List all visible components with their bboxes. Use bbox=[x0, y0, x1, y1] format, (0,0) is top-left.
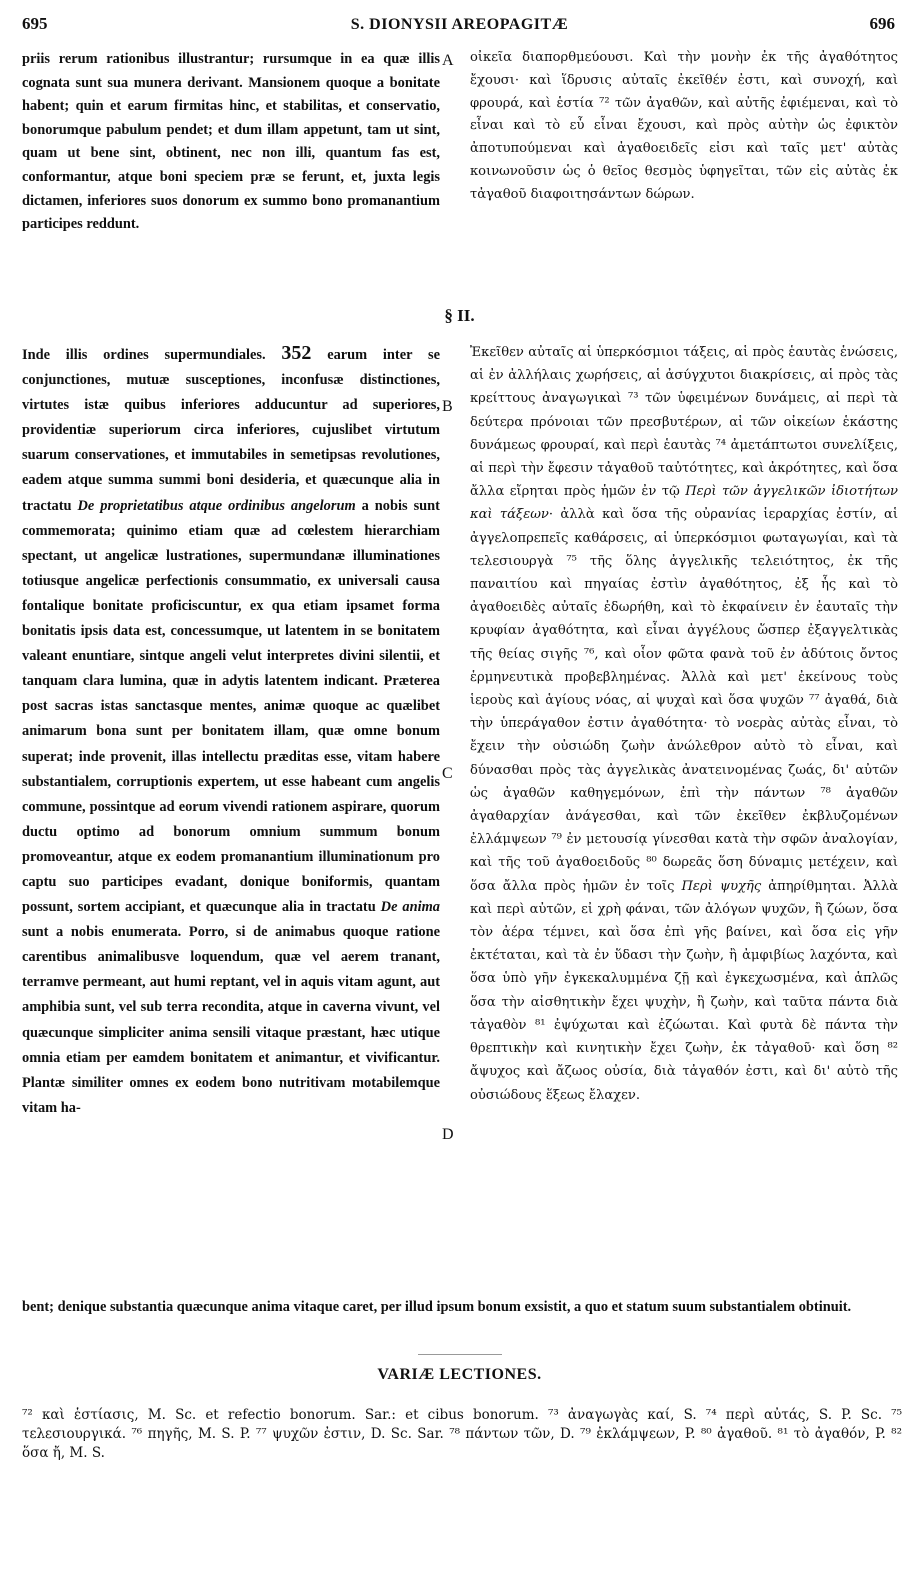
latin-text-1: earum inter se conjunctiones, mutuæ susceptiones, inconfusæ distinctiones, virtutes istæ quibus inferiores adducuntur ad superiores, providentiæ superiorum circa inferiores, cujuslibet virtutum suarum conservationes, et immutabiles in semetipsas revolutiones, eadem atque summa summi boni desideria, et quæcunque alia in tractatu bbox=[22, 347, 440, 514]
latin-paragraph-main bbox=[22, 341, 440, 1121]
latin-column-main bbox=[22, 341, 440, 1121]
divider-rule bbox=[418, 1354, 502, 1355]
greek-text-2: · ἀλλὰ καὶ ὅσα τῆς οὐρανίας ἱεραρχίας ἐστίν, αἱ ἀγγελοπρεπεῖς καθάρσεις, αἱ ὑπερκόσμιοι φωταγωγίαι, καὶ τὰ τελεσιουργὰ ⁷⁵ τῆς ὅλης ἀγγελικῆς τελειότητος, ἐκ τῆς παναιτίου καὶ πηγαίας ἐστὶν ἀγαθότητος, ἐξ ἧς καὶ τὸ ἀγαθοειδὲς αὐταῖς ἐδωρήθη, καὶ τὸ ἐκφαίνειν ἐν ἑαυταῖς τὴν κρυφίαν ἀγαθότητα, καὶ εἶναι ἀγγέλους ὥσπερ ἐξαγγελτικὰς τῆς θείας σιγῆς ⁷⁶, καὶ οἷον φῶτα φανὰ τοῦ ἐν ἀδύτοις ὄντος ἑρμηνευτικὰ προβεβλημένας. Ἀλλὰ καὶ μετ' ἐκείνους τοὺς ἱεροὺς καὶ ἁγίους νόας, αἱ ψυχαὶ καὶ ὅσα ψυχῶν ⁷⁷ ἀγαθά, διὰ τὴν ὑπεράγαθον ἐστιν ἀγαθότητα· τὸ νοερὰς αὐτὰς εἶναι, τὸ ἔχειν τὴν οὐσιώδη ζωὴν ἀνώλεθρον αὐτὸ τὸ εἶναι, καὶ δύνασθαι πρὸς τὰς ἀγγελικὰς ἀνατεινομένας ζωάς, δι' αὐτῶν ὡς ἀγαθῶν καθηγεμόνων, ἐπὶ τὴν πάντων ⁷⁸ ἀγαθῶν ἀγαθαρχίαν ἀνάγεσθαι, καὶ τῶν ἐκεῖθεν ἐκβλυζομένων ἐλλάμψεων ⁷⁹ ἐν μετουσίᾳ γίνεσθαι κατὰ τὴν σφῶν ἀναλογίαν, καὶ τῆς τοῦ ἀγαθοειδοῦς ⁸⁰ δωρεᾶς ὅση δύναμις μετέχειν, καὶ ὅσα ἄλλα πρὸς ἡμῶν ἐν τοῖς bbox=[470, 507, 898, 894]
greek-text-1: Ἐκεῖθεν αὐταῖς αἱ ὑπερκόσμιοι τάξεις, αἱ πρὸς ἑαυτὰς ἑνώσεις, αἱ ἐν ἀλλήλαις χωρήσεις, αἱ ἀσύγχυτοι διακρίσεις, αἱ πρὸς τὰς κρείττους ἀναγωγικαὶ ⁷³ τῶν ὑφειμένων δυνάμεις, αἱ περὶ τὰ δεύτερα πρόνοιαι τῶν πρεσβυτέρων, αἱ τῶν οἰκείων ἑκάστης δυνάμεως φρουραί, καὶ περὶ ἑαυτὰς ⁷⁴ ἀμετάπτωτοι συνελίξεις, αἱ περὶ τὴν ἔφεσιν τἀγαθοῦ ταὐτότητες, καὶ ἀκρότητες, καὶ ὅσα ἄλλα εἴρηται πρὸς ἡμῶν ἐν τῷ bbox=[470, 345, 898, 500]
page-header bbox=[14, 8, 905, 38]
latin-tail-text: bent; denique substantia quæcunque anima vitaque caret, per illud ipsum bonum exsistit, a quo et statum suum substantialem obtinuit. bbox=[22, 1299, 852, 1315]
latin-lead: Inde illis ordines supermundiales. bbox=[22, 347, 266, 363]
greek-paragraph-top: οἰκεῖα διαπορθμεύουσι. Καὶ τὴν μονὴν ἐκ τῆς ἀγαθότητος ἔχουσι· καὶ ἵδρυσις αὐταῖς ἐκεῖθέν ἐστι, καὶ συνοχή, καὶ φρουρά, καὶ ἑστία ⁷² τῶν ἀγαθῶν, καὶ αὐτῆς ἐφιέμεναι, καὶ τὸ εἶναι καὶ τὸ εὖ εἶναι ἔχουσι, καὶ πρὸς αὐτὴν ὡς ἐφικτὸν ἀποτυπούμεναι καὶ ἀγαθοειδεῖς εἰσι καὶ ταῖς μετ' αὐτὰς κοινωνοῦσιν ὡς ὁ θεῖος θεσμὸς ὑφηγεῖται, τῶν εἰς αὐτὰς ἐκ τἀγαθοῦ διαφοιτησάντων δώρων. bbox=[470, 50, 898, 202]
greek-paragraph-main bbox=[470, 341, 898, 1107]
latin-column-top bbox=[22, 48, 440, 237]
latin-work-reference-1: De proprietatibus atque ordinibus angelorum bbox=[77, 497, 356, 514]
greek-work-reference-1: Περὶ τῶν ἀγγελικῶν ἰδιοτήτων καὶ τάξεων bbox=[470, 484, 898, 523]
margin-marker-a: A bbox=[442, 52, 454, 69]
running-title: S. DIONYSII AREOPAGITÆ bbox=[350, 16, 569, 33]
margin-marker-d: D bbox=[442, 1126, 454, 1143]
right-page-number: 696 bbox=[869, 14, 895, 33]
latin-text-3: sunt a nobis enumerata. Porro, si de animabus quoque ratione carentibus animalibusve loquendum, quæ vel aerem tranant, terramve permeant, aut humi reptant, vel in aquis vitam agunt, aut amphibia sunt, vel sub terra recondita, atque in caverna vivunt, vel quæcunque simpliciter anima sensili vitaque præstant, hæc utique omnia etiam per eamdem bonitatem et animantur, et vivificantur. Plantæ similiter omnes ex eodem bono nutritivam motabilemque vitam ha- bbox=[22, 924, 440, 1116]
margin-marker-c: C bbox=[442, 765, 453, 782]
greek-work-reference-2: Περὶ ψυχῆς bbox=[681, 878, 762, 894]
latin-work-reference-2: De anima bbox=[380, 899, 440, 916]
variae-lectiones-notes: ⁷² καὶ ἑστίασις, M. Sc. et refectio bonorum. Sar.: et cibus bonorum. ⁷³ ἀναγωγὰς καί, S. ⁷⁴ περὶ αὐτάς, S. P. Sc. ⁷⁵ τελεσιουργικά. ⁷⁶ πηγῆς, M. S. P. ⁷⁷ ψυχῶν ἐστιν, D. Sc. Sar. ⁷⁸ πάντων τῶν, D. ⁷⁹ ἐκλάμψεων, P. ⁸⁰ ἀγαθοῦ. ⁸¹ τὸ ἀγαθόν, P. ⁸² ὅσα ἤ, M. S. bbox=[22, 1407, 902, 1461]
latin-tail-full-width bbox=[22, 1295, 902, 1319]
latin-paragraph-top: priis rerum rationibus illustrantur; rursumque in ea quæ illis cognata sunt sua munera derivant. Mansionem quoque a bonitate habent; quin et earum firmitas hinc, et stabilitas, et conservatio, bonorumque pabulum pendet; et dum illam appetunt, tam ut sint, quam ut bene sint, obtinent, nec non illi, quantum fas est, conformantur, atque boni speciem præ se ferunt, et, juxta legis dictamen, inferiores suos donorum ex summo bono promanantium participes reddunt. bbox=[22, 51, 440, 233]
greek-text-3: ἀπηρίθμηται. Ἀλλὰ καὶ περὶ αὐτῶν, εἰ χρὴ φάναι, τῶν ἀλόγων ψυχῶν, ἢ ζώων, ὅσα τὸν ἀέρα τέμνει, καὶ ὅσα ἐπὶ γῆς βαίνει, καὶ ὅσα εἰς γῆν ἐκτέταται, καὶ τὰ ἐν ὕδασι τὴν ζωὴν, ἢ ἀμφιβίως λαχόντα, καὶ ὅσα ὑπὸ γῆν ἐγκεκαλυμμένα ζῇ καὶ ἐγκεχωσμένα, καὶ ἁπλῶς ὅσα τὴν αἰσθητικὴν ἔχει ψυχὴν, ἢ ζωὴν, καὶ ταῦτα πάντα διὰ τἀγαθὸν ⁸¹ ἐψύχωται καὶ ἐζώωται. Καὶ φυτὰ δὲ πάντα τὴν θρεπτικὴν καὶ κινητικὴν ἔχει ζωὴν, ἐκ τἀγαθοῦ· καὶ ὅση ⁸² ἄψυχος καὶ ἄζωος οὐσία, διὰ τἀγαθόν ἐστι, καὶ δι' αὐτὸ τῆς οὐσιώδους ἕξεως ἔλαχεν. bbox=[470, 878, 898, 1103]
column-number: 352 bbox=[281, 342, 312, 364]
greek-column-main bbox=[470, 341, 898, 1107]
section-heading: § II. bbox=[444, 306, 475, 325]
greek-column-top bbox=[470, 47, 898, 207]
variae-lectiones-title: VARIÆ LECTIONES. bbox=[377, 1366, 542, 1383]
margin-marker-b: B bbox=[442, 398, 453, 415]
left-page-number: 695 bbox=[22, 14, 48, 33]
latin-text-2: a nobis sunt commemorata; quinimo etiam quæ ad cœlestem hierarchiam spectant, ut angelicæ lustrationes, supermundanæ illuminationes totiusque angelicæ perfectionis consummatio, ex universali causa fontalique bonitate proficiscuntur, ex qua etiam ipsamet forma bonitatis ipsis data est, concessumque, ut latentem in se bonitatem valeant enuntiare, sintque angeli velut interpretes divini silentii, et tanquam clara lumina, quæ in adytis latentem indicant. Præterea post sacras istas sanctasque mentes, animæ quoque ac quælibet animarum bona sunt per bonitatem illam, quæ omne bonum superat; inde provenit, illas intellectu præditas esse, vitam habere substantialem, corruptionis expertem, ut esse habeant cum angelis commune, possintque ad eorum vivendi rationem aspirare, quorum ductu optimo ad bonorum omnium summum bonum promoveantur, atque ex eodem promanantium illuminationum pro captu suo participes evadant, donique boniformis, quantam possunt, sortem accipiant, et quæcunque alia in tractatu bbox=[22, 497, 440, 916]
